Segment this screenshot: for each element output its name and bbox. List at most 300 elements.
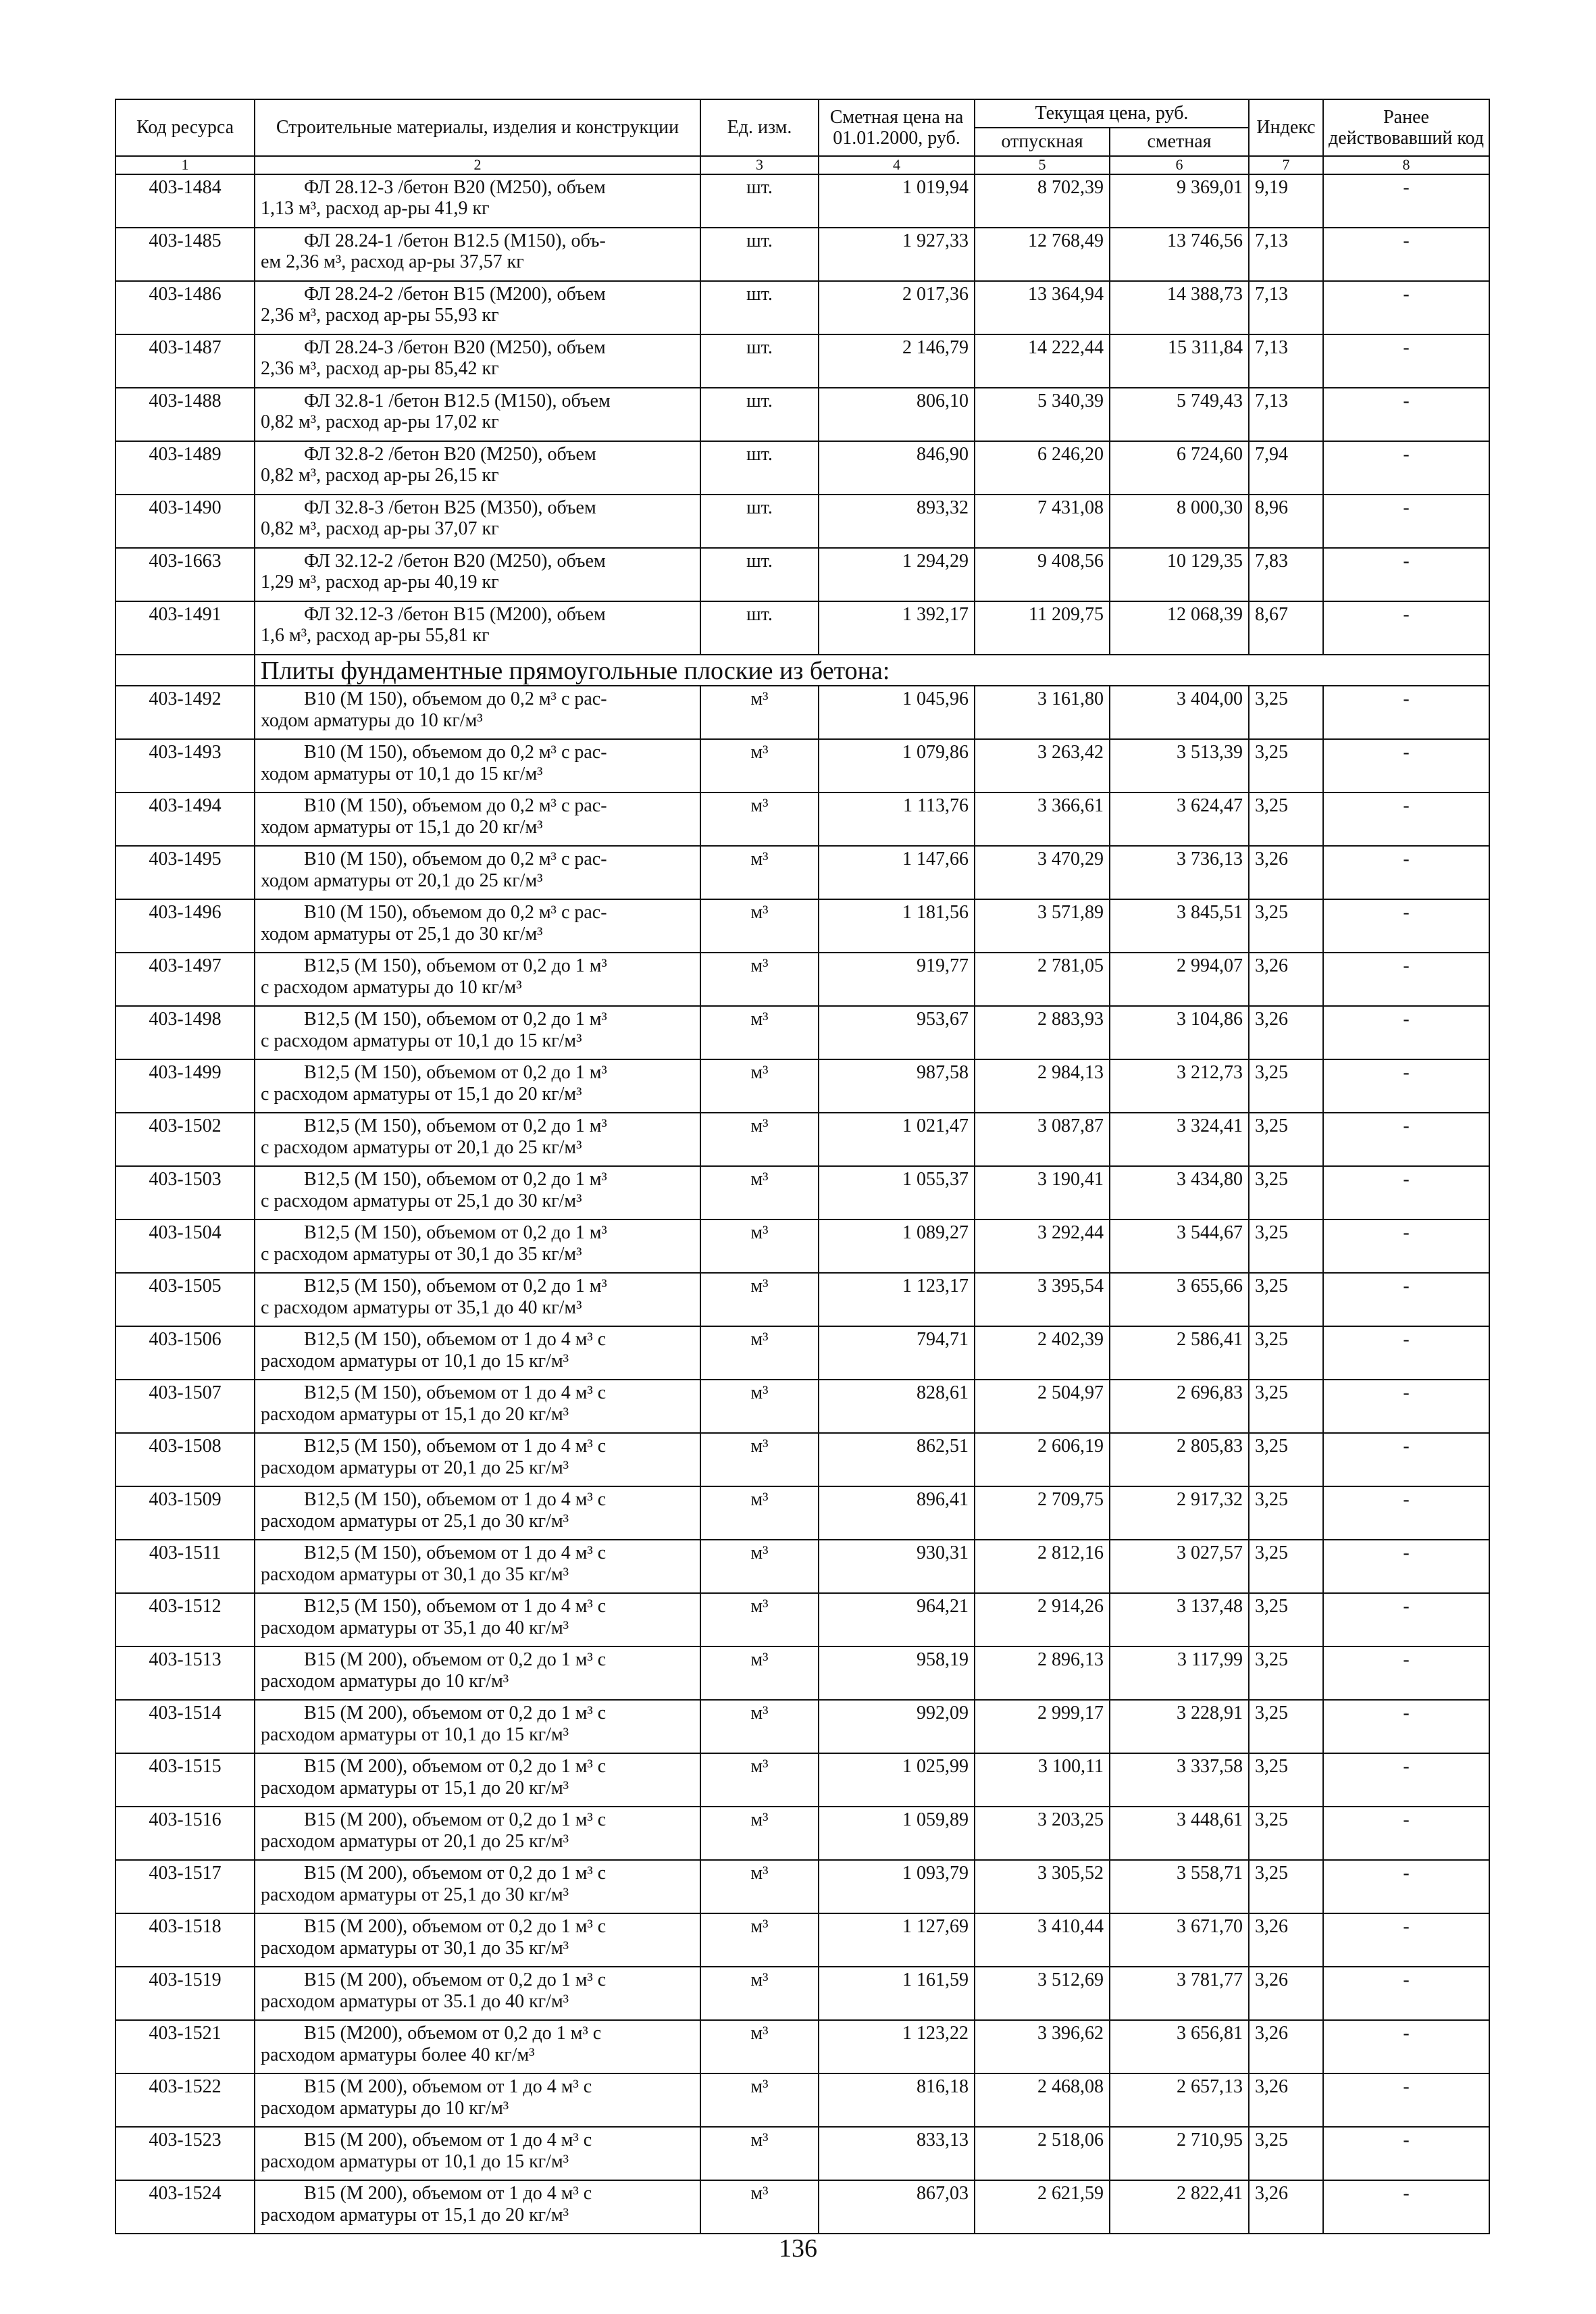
material-name: [255, 228, 700, 281]
material-name-line2: расходом арматуры от 25,1 до 30 кг/м³: [261, 1510, 569, 1532]
estimate-price: 3 781,77: [1110, 1967, 1249, 2020]
base-price: 992,09: [819, 1700, 975, 1753]
table-row: [115, 1273, 1489, 1326]
material-name-line1: ФЛ 32.8-2 /бетон В20 (М250), объем: [304, 443, 596, 465]
header-code: Код ресурса: [115, 99, 255, 156]
previous-code: -: [1323, 441, 1489, 495]
estimate-price: 3 027,57: [1110, 1540, 1249, 1593]
material-name: [255, 2180, 700, 2234]
previous-code: -: [1323, 1273, 1489, 1326]
unit-of-measure: м³: [700, 1166, 819, 1219]
base-price: 1 127,69: [819, 1913, 975, 1967]
price-index: 3,25: [1249, 1807, 1323, 1860]
resource-code: 403-1504: [115, 1219, 255, 1273]
unit-of-measure: м³: [700, 899, 819, 953]
estimate-price: 3 448,61: [1110, 1807, 1249, 1860]
price-index: 3,26: [1249, 846, 1323, 899]
table-header: [115, 99, 1489, 174]
price-index: 7,13: [1249, 281, 1323, 334]
resource-code: 403-1503: [115, 1166, 255, 1219]
previous-code: -: [1323, 1913, 1489, 1967]
material-name: [255, 601, 700, 655]
price-index: 3,25: [1249, 1113, 1323, 1166]
release-price: 3 292,44: [975, 1219, 1110, 1273]
release-price: 2 504,97: [975, 1380, 1110, 1433]
header-unit: Ед. изм.: [700, 99, 819, 156]
base-price: 919,77: [819, 953, 975, 1006]
resource-code: 403-1498: [115, 1006, 255, 1059]
table-row: [115, 793, 1489, 846]
previous-code: -: [1323, 2127, 1489, 2180]
unit-of-measure: м³: [700, 1113, 819, 1166]
release-price: 3 410,44: [975, 1913, 1110, 1967]
material-name-line2: 2,36 м³, расход ар-ры 85,42 кг: [261, 357, 499, 379]
unit-of-measure: м³: [700, 1860, 819, 1913]
estimate-price: 2 917,32: [1110, 1486, 1249, 1540]
unit-of-measure: м³: [700, 1913, 819, 1967]
release-price: 3 161,80: [975, 686, 1110, 739]
page-number: 136: [779, 2234, 817, 2263]
resource-code: 403-1488: [115, 388, 255, 441]
price-index: 3,26: [1249, 1913, 1323, 1967]
base-price: 1 079,86: [819, 739, 975, 793]
material-name: [255, 846, 700, 899]
base-price: 1 093,79: [819, 1860, 975, 1913]
estimate-price: 3 845,51: [1110, 899, 1249, 953]
resource-code: 403-1515: [115, 1753, 255, 1807]
material-name-line1: В15 (М 200), объемом от 0,2 до 1 м³ с: [304, 1649, 607, 1671]
unit-of-measure: шт.: [700, 495, 819, 548]
price-index: 3,25: [1249, 899, 1323, 953]
previous-code: -: [1323, 334, 1489, 388]
material-name-line1: В12,5 (М 150), объемом от 0,2 до 1 м³: [304, 1115, 607, 1137]
release-price: 3 100,11: [975, 1753, 1110, 1807]
material-name-line2: расходом арматуры до 10 кг/м³: [261, 2097, 509, 2119]
price-index: 3,25: [1249, 793, 1323, 846]
table-row: [115, 2020, 1489, 2073]
material-name-line1: В15 (М200), объемом от 0,2 до 1 м³ с: [304, 2023, 602, 2044]
material-name-line2: ем 2,36 м³, расход ар-ры 37,57 кг: [261, 251, 524, 272]
unit-of-measure: м³: [700, 2020, 819, 2073]
material-name: [255, 1540, 700, 1593]
base-price: 1 294,29: [819, 548, 975, 601]
material-name: [255, 1433, 700, 1486]
resource-code: 403-1492: [115, 686, 255, 739]
release-price: 3 396,62: [975, 2020, 1110, 2073]
price-table-container: [115, 99, 1489, 2234]
release-price: 3 263,42: [975, 739, 1110, 793]
header-name: Строительные материалы, изделия и конструкции: [255, 99, 700, 156]
table-body-group2: [115, 686, 1489, 2234]
estimate-price: 3 736,13: [1110, 846, 1249, 899]
table-row: [115, 1753, 1489, 1807]
base-price: 1 019,94: [819, 174, 975, 228]
material-name-line1: В10 (М 150), объемом до 0,2 м³ с рас-: [304, 902, 607, 924]
previous-code: -: [1323, 1006, 1489, 1059]
unit-of-measure: шт.: [700, 548, 819, 601]
base-price: 1 025,99: [819, 1753, 975, 1807]
material-name: [255, 899, 700, 953]
release-price: 2 984,13: [975, 1059, 1110, 1113]
estimate-price: 12 068,39: [1110, 601, 1249, 655]
resource-code: 403-1506: [115, 1326, 255, 1380]
material-name-line2: расходом арматуры от 30,1 до 35 кг/м³: [261, 1937, 569, 1959]
estimate-price: 2 657,13: [1110, 2073, 1249, 2127]
release-price: 2 518,06: [975, 2127, 1110, 2180]
price-index: 7,13: [1249, 334, 1323, 388]
material-name-line1: ФЛ 32.8-3 /бетон В25 (М350), объем: [304, 497, 596, 518]
material-name: [255, 1807, 700, 1860]
material-name-line2: ходом арматуры от 10,1 до 15 кг/м³: [261, 763, 543, 784]
material-name: [255, 1860, 700, 1913]
unit-of-measure: м³: [700, 1646, 819, 1700]
price-index: 3,25: [1249, 2127, 1323, 2180]
unit-of-measure: м³: [700, 1967, 819, 2020]
material-name-line2: ходом арматуры от 25,1 до 30 кг/м³: [261, 923, 543, 945]
unit-of-measure: м³: [700, 793, 819, 846]
material-name-line2: с расходом арматуры от 20,1 до 25 кг/м³: [261, 1136, 582, 1158]
material-name-line2: расходом арматуры от 15,1 до 20 кг/м³: [261, 2204, 569, 2225]
price-index: 3,26: [1249, 1967, 1323, 2020]
previous-code: -: [1323, 793, 1489, 846]
material-name-line2: расходом арматуры более 40 кг/м³: [261, 2044, 535, 2065]
resource-code: 403-1519: [115, 1967, 255, 2020]
unit-of-measure: шт.: [700, 601, 819, 655]
table-row: [115, 1326, 1489, 1380]
material-name-line2: с расходом арматуры от 25,1 до 30 кг/м³: [261, 1190, 582, 1211]
material-name: [255, 2073, 700, 2127]
material-name: [255, 388, 700, 441]
previous-code: -: [1323, 2073, 1489, 2127]
table-row: [115, 174, 1489, 228]
resource-code: 403-1522: [115, 2073, 255, 2127]
price-index: 3,25: [1249, 1380, 1323, 1433]
release-price: 7 431,08: [975, 495, 1110, 548]
previous-code: -: [1323, 2020, 1489, 2073]
material-name-line2: 2,36 м³, расход ар-ры 55,93 кг: [261, 304, 499, 326]
base-price: 867,03: [819, 2180, 975, 2234]
previous-code: -: [1323, 281, 1489, 334]
release-price: 5 340,39: [975, 388, 1110, 441]
material-name: [255, 281, 700, 334]
column-number: 8: [1323, 156, 1489, 174]
unit-of-measure: шт.: [700, 281, 819, 334]
material-name: [255, 1753, 700, 1807]
column-number: 6: [1110, 156, 1249, 174]
price-index: 3,26: [1249, 2073, 1323, 2127]
table-row: [115, 1006, 1489, 1059]
material-name-line2: расходом арматуры от 20,1 до 25 кг/м³: [261, 1457, 569, 1478]
base-price: 846,90: [819, 441, 975, 495]
release-price: 2 999,17: [975, 1700, 1110, 1753]
previous-code: -: [1323, 1486, 1489, 1540]
price-index: 3,25: [1249, 1860, 1323, 1913]
price-index: 3,25: [1249, 1166, 1323, 1219]
material-name: [255, 334, 700, 388]
price-index: 3,26: [1249, 953, 1323, 1006]
resource-code: 403-1484: [115, 174, 255, 228]
header-release-price: отпускная: [975, 128, 1110, 156]
resource-code: 403-1523: [115, 2127, 255, 2180]
previous-code: -: [1323, 1113, 1489, 1166]
material-name: [255, 2127, 700, 2180]
header-estimate-price: сметная: [1110, 128, 1249, 156]
material-name-line2: расходом арматуры до 10 кг/м³: [261, 1670, 509, 1692]
previous-code: -: [1323, 1380, 1489, 1433]
material-name: [255, 1326, 700, 1380]
resource-code: 403-1505: [115, 1273, 255, 1326]
material-name-line1: В12,5 (М 150), объемом от 0,2 до 1 м³: [304, 1009, 607, 1030]
table-row: [115, 953, 1489, 1006]
material-name-line2: расходом арматуры от 10,1 до 15 кг/м³: [261, 1724, 569, 1745]
unit-of-measure: м³: [700, 1059, 819, 1113]
material-name-line2: расходом арматуры от 15,1 до 20 кг/м³: [261, 1403, 569, 1425]
material-name-line2: расходом арматуры от 20,1 до 25 кг/м³: [261, 1830, 569, 1852]
material-name-line1: В15 (М 200), объемом от 0,2 до 1 м³ с: [304, 1809, 607, 1831]
base-price: 816,18: [819, 2073, 975, 2127]
material-name-line1: В12,5 (М 150), объемом от 0,2 до 1 м³: [304, 1276, 607, 1297]
previous-code: -: [1323, 1059, 1489, 1113]
material-name-line1: В10 (М 150), объемом до 0,2 м³ с рас-: [304, 688, 607, 710]
table-row: [115, 1807, 1489, 1860]
previous-code: -: [1323, 1326, 1489, 1380]
estimate-price: 3 655,66: [1110, 1273, 1249, 1326]
resource-code: 403-1514: [115, 1700, 255, 1753]
material-name-line1: В15 (М 200), объемом от 1 до 4 м³ с: [304, 2183, 592, 2205]
unit-of-measure: м³: [700, 2180, 819, 2234]
previous-code: -: [1323, 1860, 1489, 1913]
resource-code: 403-1497: [115, 953, 255, 1006]
previous-code: -: [1323, 1753, 1489, 1807]
release-price: 2 402,39: [975, 1326, 1110, 1380]
section-heading-row: [115, 655, 1489, 686]
base-price: 794,71: [819, 1326, 975, 1380]
previous-code: -: [1323, 1593, 1489, 1646]
estimate-price: 3 324,41: [1110, 1113, 1249, 1166]
header-base-price: Сметная цена на 01.01.2000, руб.: [819, 99, 975, 156]
material-name-line2: расходом арматуры от 15,1 до 20 кг/м³: [261, 1777, 569, 1799]
table-row: [115, 686, 1489, 739]
release-price: 2 883,93: [975, 1006, 1110, 1059]
unit-of-measure: шт.: [700, 228, 819, 281]
material-name: [255, 953, 700, 1006]
estimate-price: 3 212,73: [1110, 1059, 1249, 1113]
estimate-price: 8 000,30: [1110, 495, 1249, 548]
release-price: 3 470,29: [975, 846, 1110, 899]
unit-of-measure: шт.: [700, 334, 819, 388]
price-index: 7,94: [1249, 441, 1323, 495]
resource-code: 403-1516: [115, 1807, 255, 1860]
previous-code: -: [1323, 953, 1489, 1006]
release-price: 3 395,54: [975, 1273, 1110, 1326]
previous-code: -: [1323, 495, 1489, 548]
release-price: 3 190,41: [975, 1166, 1110, 1219]
previous-code: -: [1323, 899, 1489, 953]
unit-of-measure: м³: [700, 1219, 819, 1273]
price-index: 3,25: [1249, 1059, 1323, 1113]
release-price: 14 222,44: [975, 334, 1110, 388]
resource-code: 403-1491: [115, 601, 255, 655]
previous-code: -: [1323, 1166, 1489, 1219]
base-price: 862,51: [819, 1433, 975, 1486]
previous-code: -: [1323, 739, 1489, 793]
material-name-line1: В15 (М 200), объемом от 0,2 до 1 м³ с: [304, 1969, 607, 1991]
table-row: [115, 846, 1489, 899]
price-index: 3,25: [1249, 686, 1323, 739]
unit-of-measure: м³: [700, 1807, 819, 1860]
price-index: 3,25: [1249, 1753, 1323, 1807]
material-name-line1: ФЛ 28.24-1 /бетон В12.5 (М150), объ-: [304, 230, 606, 251]
material-name-line2: с расходом арматуры от 30,1 до 35 кг/м³: [261, 1243, 582, 1265]
resource-code: 403-1518: [115, 1913, 255, 1967]
material-name-line1: В10 (М 150), объемом до 0,2 м³ с рас-: [304, 849, 607, 870]
material-name-line1: В12,5 (М 150), объемом от 0,2 до 1 м³: [304, 1169, 607, 1190]
table-row: [115, 1967, 1489, 2020]
resource-code: 403-1495: [115, 846, 255, 899]
material-name-line1: В12,5 (М 150), объемом от 0,2 до 1 м³: [304, 955, 607, 977]
base-price: 833,13: [819, 2127, 975, 2180]
unit-of-measure: м³: [700, 1433, 819, 1486]
material-name-line2: 1,13 м³, расход ар-ры 41,9 кг: [261, 197, 490, 219]
estimate-price: 15 311,84: [1110, 334, 1249, 388]
estimate-price: 3 104,86: [1110, 1006, 1249, 1059]
material-name: [255, 1113, 700, 1166]
estimate-price: 3 558,71: [1110, 1860, 1249, 1913]
table-row: [115, 281, 1489, 334]
material-name: [255, 495, 700, 548]
base-price: 1 927,33: [819, 228, 975, 281]
estimate-price: 3 404,00: [1110, 686, 1249, 739]
table-row: [115, 1380, 1489, 1433]
material-name-line1: ФЛ 32.12-2 /бетон В20 (М250), объем: [304, 550, 606, 572]
material-name-line1: В15 (М 200), объемом от 0,2 до 1 м³ с: [304, 1916, 607, 1938]
price-index: 3,25: [1249, 1646, 1323, 1700]
resource-code: 403-1485: [115, 228, 255, 281]
unit-of-measure: м³: [700, 1700, 819, 1753]
material-name-line2: 0,82 м³, расход ар-ры 37,07 кг: [261, 518, 499, 539]
header-index: Индекс: [1249, 99, 1323, 156]
price-index: 3,25: [1249, 1273, 1323, 1326]
base-price: 1 059,89: [819, 1807, 975, 1860]
estimate-price: 3 117,99: [1110, 1646, 1249, 1700]
unit-of-measure: м³: [700, 1753, 819, 1807]
table-row: [115, 1059, 1489, 1113]
material-name-line1: ФЛ 32.8-1 /бетон В12.5 (М150), объем: [304, 390, 611, 411]
resource-code: 403-1511: [115, 1540, 255, 1593]
material-name-line2: с расходом арматуры до 10 кг/м³: [261, 976, 522, 998]
material-name: [255, 1646, 700, 1700]
release-price: 2 812,16: [975, 1540, 1110, 1593]
material-name-line2: с расходом арматуры от 10,1 до 15 кг/м³: [261, 1030, 582, 1051]
base-price: 1 161,59: [819, 1967, 975, 2020]
table-row: [115, 1540, 1489, 1593]
section-heading-body: [115, 655, 1489, 686]
unit-of-measure: м³: [700, 1006, 819, 1059]
previous-code: -: [1323, 1646, 1489, 1700]
release-price: 3 203,25: [975, 1807, 1110, 1860]
table-row: [115, 1166, 1489, 1219]
base-price: 1 055,37: [819, 1166, 975, 1219]
resource-code: 403-1499: [115, 1059, 255, 1113]
base-price: 1 181,56: [819, 899, 975, 953]
material-name-line1: В12,5 (М 150), объемом от 0,2 до 1 м³: [304, 1062, 607, 1084]
material-name: [255, 793, 700, 846]
unit-of-measure: м³: [700, 686, 819, 739]
base-price: 2 146,79: [819, 334, 975, 388]
material-name-line1: В15 (М 200), объемом от 1 до 4 м³ с: [304, 2130, 592, 2151]
material-name: [255, 1486, 700, 1540]
base-price: 1 147,66: [819, 846, 975, 899]
unit-of-measure: м³: [700, 739, 819, 793]
unit-of-measure: м³: [700, 1380, 819, 1433]
material-name: [255, 1006, 700, 1059]
table-row: [115, 441, 1489, 495]
estimate-price: 6 724,60: [1110, 441, 1249, 495]
estimate-price: 3 544,67: [1110, 1219, 1249, 1273]
base-price: 1 113,76: [819, 793, 975, 846]
release-price: 11 209,75: [975, 601, 1110, 655]
estimate-price: 10 129,35: [1110, 548, 1249, 601]
price-index: 3,25: [1249, 1326, 1323, 1380]
table-row: [115, 495, 1489, 548]
material-name-line2: расходом арматуры от 10,1 до 15 кг/м³: [261, 1350, 569, 1372]
previous-code: -: [1323, 2180, 1489, 2234]
previous-code: -: [1323, 1807, 1489, 1860]
estimate-price: 2 805,83: [1110, 1433, 1249, 1486]
column-number: 1: [115, 156, 255, 174]
base-price: 1 392,17: [819, 601, 975, 655]
release-price: 12 768,49: [975, 228, 1110, 281]
material-name-line2: ходом арматуры от 20,1 до 25 кг/м³: [261, 870, 543, 891]
table-row: [115, 601, 1489, 655]
release-price: 2 896,13: [975, 1646, 1110, 1700]
estimate-price: 2 586,41: [1110, 1326, 1249, 1380]
previous-code: -: [1323, 1219, 1489, 1273]
column-number: 3: [700, 156, 819, 174]
material-name: [255, 2020, 700, 2073]
unit-of-measure: м³: [700, 1593, 819, 1646]
release-price: 9 408,56: [975, 548, 1110, 601]
unit-of-measure: м³: [700, 1486, 819, 1540]
table-row: [115, 1486, 1489, 1540]
material-name-line2: с расходом арматуры от 35,1 до 40 кг/м³: [261, 1297, 582, 1318]
resource-code: 403-1521: [115, 2020, 255, 2073]
column-number: 4: [819, 156, 975, 174]
estimate-price: 3 137,48: [1110, 1593, 1249, 1646]
base-price: 987,58: [819, 1059, 975, 1113]
table-row: [115, 1700, 1489, 1753]
column-numbers-row: [115, 156, 1489, 174]
release-price: 2 606,19: [975, 1433, 1110, 1486]
price-index: 3,25: [1249, 1540, 1323, 1593]
price-index: 3,25: [1249, 1219, 1323, 1273]
release-price: 3 366,61: [975, 793, 1110, 846]
price-index: 3,26: [1249, 1006, 1323, 1059]
material-name-line1: В12,5 (М 150), объемом от 1 до 4 м³ с: [304, 1382, 607, 1404]
release-price: 6 246,20: [975, 441, 1110, 495]
table-row: [115, 1433, 1489, 1486]
material-name-line2: расходом арматуры от 25,1 до 30 кг/м³: [261, 1884, 569, 1905]
table-row: [115, 1646, 1489, 1700]
base-price: 958,19: [819, 1646, 975, 1700]
resource-code: 403-1524: [115, 2180, 255, 2234]
previous-code: -: [1323, 228, 1489, 281]
price-index: 3,26: [1249, 2020, 1323, 2073]
resource-code: 403-1513: [115, 1646, 255, 1700]
estimate-price: 5 749,43: [1110, 388, 1249, 441]
material-name-line1: В10 (М 150), объемом до 0,2 м³ с рас-: [304, 742, 607, 763]
material-name-line1: В12,5 (М 150), объемом от 0,2 до 1 м³: [304, 1222, 607, 1244]
